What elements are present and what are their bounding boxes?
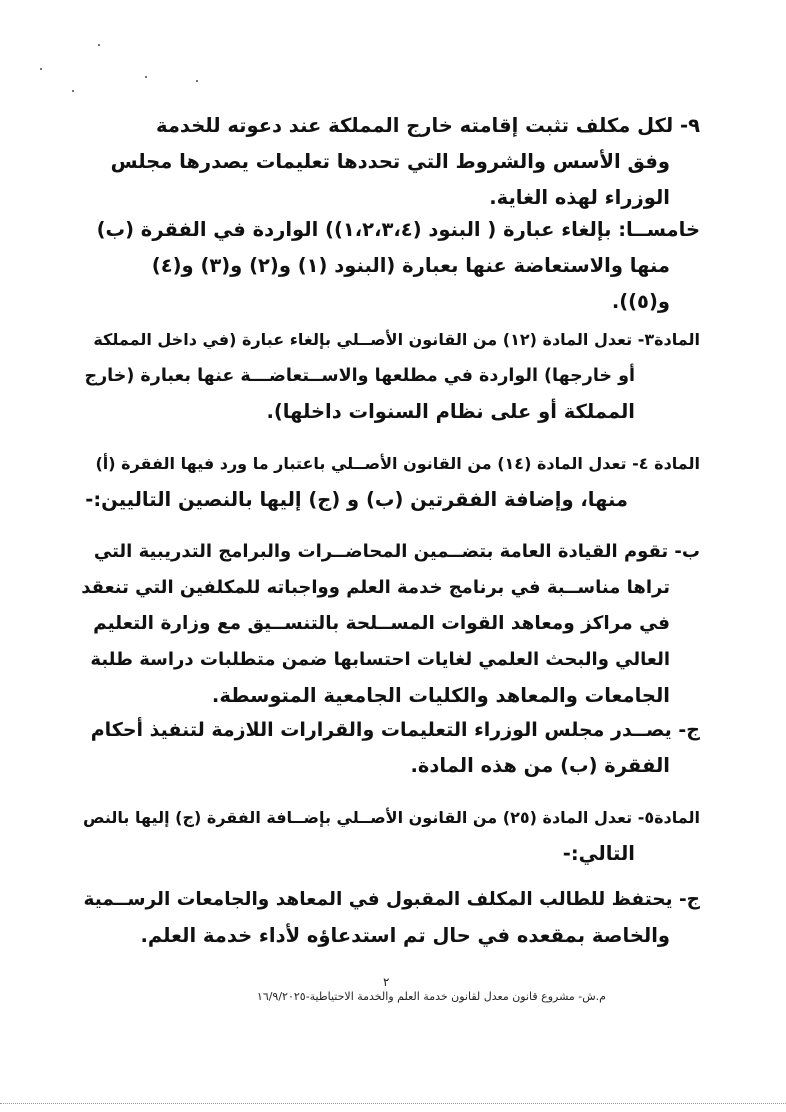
text-line: أو خارجها) الواردة في مطلعها والاســتعاضـــة عنها بعبارة (خارج	[84, 366, 635, 386]
paragraph-article-4-b	[80, 534, 700, 714]
scan-speck	[40, 68, 42, 70]
text-line: ج- يصــدر مجلس الوزراء التعليمات والقرارات اللازمة لتنفيذ أحكام	[90, 719, 700, 741]
text-line: والخاصة بمقعده في حال تم استدعاؤه لأداء خدمة العلم.	[140, 924, 670, 947]
text-line: العالي والبحث العلمي لغايات احتسابها ضمن متطلبات دراسة طلبة	[90, 649, 670, 670]
text-line: الفقرة (ب) من هذه المادة.	[410, 754, 670, 777]
text-line: المادة٣- تعدل المادة (١٢) من القانون الأصــلي بإلغاء عبارة (في داخل المملكة	[93, 330, 700, 349]
paragraph-article-3	[80, 322, 700, 430]
text-line: ب- تقوم القيادة العامة بتضــمين المحاضــرات والبرامج التدريبية التي	[93, 541, 700, 562]
paragraph-article-4	[80, 446, 700, 518]
text-line: الجامعات والمعاهد والكليات الجامعية المتوسطة.	[211, 684, 670, 707]
text-line: الوزراء لهذه الغاية.	[489, 186, 670, 209]
scan-speck	[145, 76, 147, 78]
page-number: ٢	[383, 975, 390, 989]
text-line: تراها مناســبة في برنامج خدمة العلم وواجباته للمكلفين التي تنعقد	[81, 577, 670, 598]
text-line: التالي:-	[562, 842, 635, 865]
text-line: في مراكز ومعاهد القوات المســلحة بالتنســيق مع وزارة التعليم	[93, 613, 670, 634]
footer-reference: م.ش- مشروع قانون معدل لقانون خدمة العلم والخدمة الاحتياطية-١٦/٩/٢٠٢٥	[256, 990, 606, 1003]
text-line: منها والاستعاضة عنها بعبارة (البنود (١) و(٢) و(٣) و(٤)	[151, 254, 670, 277]
text-line: منها، وإضافة الفقرتين (ب) و (ج) إليها بالنصين التاليين:-	[85, 488, 628, 511]
text-line: وفق الأسس والشروط التي تحددها تعليمات يصدرها مجلس	[110, 150, 670, 173]
paragraph-article-4-c	[80, 712, 700, 784]
text-line: المادة٥- تعدل المادة (٢٥) من القانون الأصــلي بإضــافة الفقرة (ج) إليها بالنص	[83, 808, 700, 827]
scan-speck	[98, 44, 100, 46]
text-line: المادة ٤- تعدل المادة (١٤) من القانون الأصــلي باعتبار ما ورد فيها الفقرة (أ)	[95, 454, 700, 473]
scan-speck	[196, 80, 198, 82]
paragraph-article-5	[80, 800, 700, 872]
scan-edge-divider	[0, 1103, 786, 1104]
paragraph-khamisan	[80, 212, 700, 320]
text-line: خامســا: بإلغاء عبارة ( البنود (١،٢،٣،٤)) الواردة في الفقرة (ب)	[96, 218, 700, 241]
text-line: ٩- لكل مكلف تثبت إقامته خارج المملكة عند دعوته للخدمة	[156, 114, 700, 137]
text-line: المملكة أو على نظام السنوات داخلها).	[266, 400, 635, 423]
paragraph-article-5-c	[80, 882, 700, 954]
scan-speck	[72, 90, 74, 92]
paragraph-item-9	[80, 108, 700, 216]
text-line: و(٥)).	[611, 290, 670, 313]
text-line: ج- يحتفظ للطالب المكلف المقبول في المعاهد والجامعات الرســمية	[83, 889, 700, 910]
